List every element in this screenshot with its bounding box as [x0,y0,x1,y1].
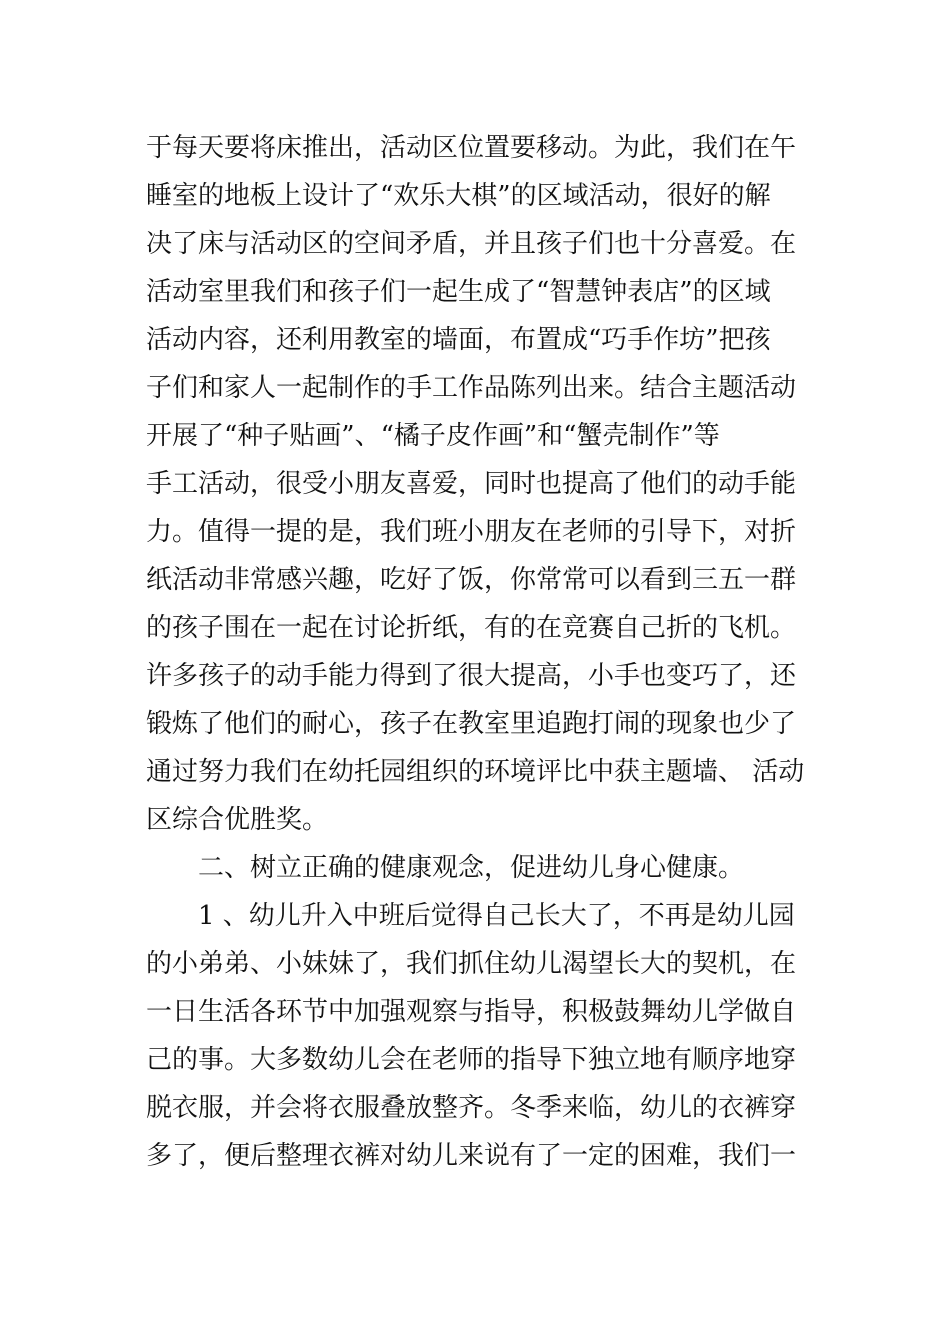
document-body [146,124,826,1180]
text-line: 通过努力我们在幼托园组织的环境评比中获主题墙、 活动 [146,757,805,787]
text-line: 决了床与活动区的空间矛盾，并且孩子们也十分喜爱。在 [146,229,797,259]
text-line: 的孩子围在一起在讨论折纸，有的在竞赛自己折的飞机。 [146,613,797,643]
text-line: 锻炼了他们的耐心，孩子在教室里追跑打闹的现象也少了 [146,709,797,739]
text-line: 许多孩子的动手能力得到了很大提高，小手也变巧了，还 [146,661,797,691]
text-line: 一日生活各环节中加强观察与指导，积极鼓舞幼儿学做自 [146,997,797,1027]
text-line: 子们和家人一起制作的手工作品陈列出来。结合主题活动 [146,373,797,403]
text-line: 多了，便后整理衣裤对幼儿来说有了一定的困难，我们一 [146,1141,797,1171]
text-line: 的小弟弟、小妹妹了，我们抓住幼儿渴望长大的契机，在 [146,949,797,979]
text-line: 脱衣服，并会将衣服叠放整齐。冬季来临，幼儿的衣裤穿 [146,1093,797,1123]
section-heading: 二、树立正确的健康观念，促进幼儿身心健康。 [198,853,745,883]
text-line: 活动室里我们和孩子们一起生成了“智慧钟表店”的区域 [146,277,771,307]
text-line: 手工活动，很受小朋友喜爱，同时也提高了他们的动手能 [146,469,797,499]
text-line: 开展了“种子贴画”、“橘子皮作画”和“蟹壳制作”等 [146,421,720,451]
text-line: 纸活动非常感兴趣，吃好了饭，你常常可以看到三五一群 [146,565,797,595]
text-line: 1 、幼儿升入中班后觉得自己长大了，不再是幼儿园 [198,901,795,931]
text-line: 睡室的地板上设计了“欢乐大棋”的区域活动，很好的解 [146,181,771,211]
text-line: 区综合优胜奖。 [146,805,329,835]
text-line: 力。值得一提的是，我们班小朋友在老师的引导下，对折 [146,517,797,547]
text-line: 己的事。大多数幼儿会在老师的指导下独立地有顺序地穿 [146,1045,797,1075]
text-line: 活动内容，还利用教室的墙面，布置成“巧手作坊”把孩 [146,325,771,355]
text-line: 于每天要将床推出，活动区位置要移动。为此，我们在午 [146,133,797,163]
